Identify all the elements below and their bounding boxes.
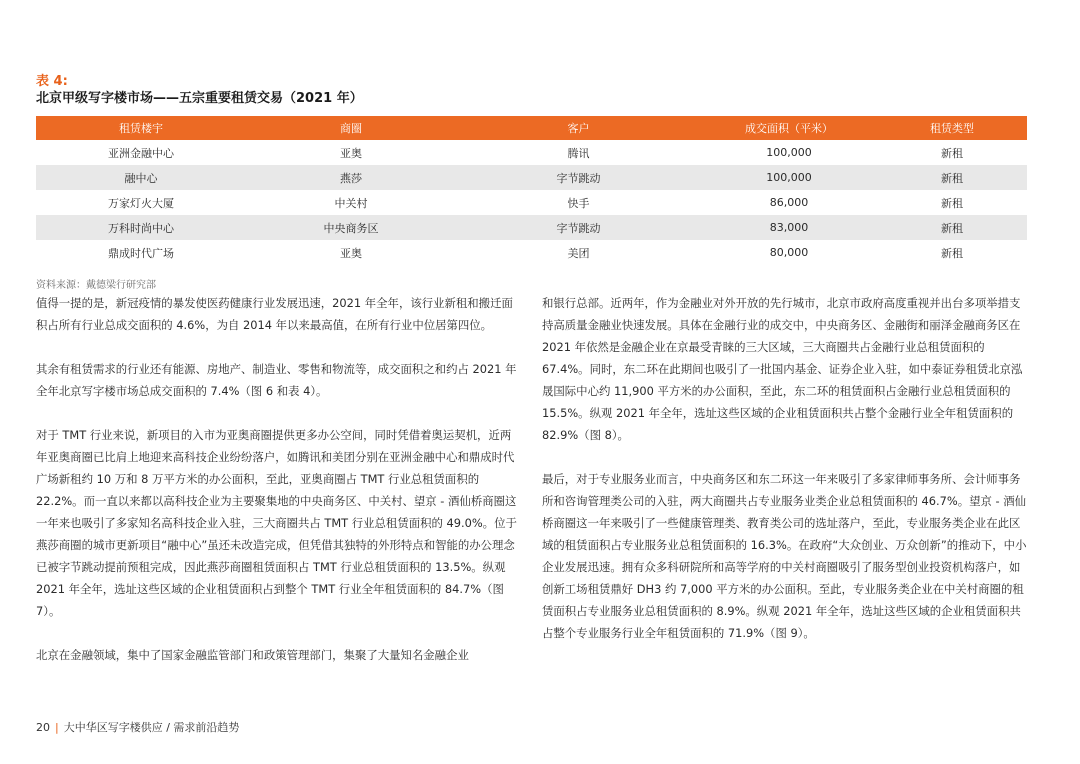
- header-district: 商圈: [246, 116, 456, 140]
- table-header-row: [36, 116, 1027, 140]
- table-row: [36, 240, 1027, 265]
- table-row: [36, 165, 1027, 190]
- cell-lease-type: 新租: [941, 196, 963, 210]
- cell-building: 万家灯火大厦: [108, 196, 174, 210]
- cell-client: 字节跳动: [456, 165, 701, 190]
- cell-area: 100,000: [701, 165, 877, 190]
- header-lease-type: 租赁类型: [877, 116, 1027, 140]
- header-client: 客户: [456, 116, 701, 140]
- cell-district: 燕莎: [246, 165, 456, 190]
- paragraph: 最后，对于专业服务业而言，中央商务区和东二环这一年来吸引了多家律师事务所、会计师事务所和咨询管理类公司的入驻，两大商圈共占专业服务业类企业总租赁面积的 46.7%。望京 - 酒仙桥商圈这一年来吸引了一些健康管理类、教育类公司的选址落户，至此，专业服务类企业在此区域的租赁面积占专业服务业总租赁面积的 16.3%。在政府“大众创业、万众创新”的推动下，中小企业发展迅速。拥有众多科研院所和高等学府的中关村商圈吸引了服务型创业投资机构落户，如创新工场租赁鼎好 DH3 约 7,000 平方米的办公面积。至此，专业服务类企业在中关村商圈的租赁面积占专业服务业总租赁面积的 8.9%。纵观 2021 年全年，选址这些区域的企业租赁面积共占整个专业服务行业全年租赁面积的 71.9%（图 9）。: [542, 472, 1027, 640]
- table-row: [36, 215, 1027, 240]
- paragraph: 北京在金融领域，集中了国家金融监管部门和政策管理部门，集聚了大量知名金融企业: [36, 648, 469, 662]
- page-number: 20: [36, 721, 50, 734]
- paragraph: 对于 TMT 行业来说，新项目的入市为亚奥商圈提供更多办公空间，同时凭借着奥运契机，近两年亚奥商圈已比肩上地迎来高科技企业纷纷落户，如腾讯和美团分别在亚洲金融中心和鼎成时代广场新租约 10 万和 8 万平方米的办公面积，至此，亚奥商圈占 TMT 行业总租赁面积的 22.2%。而一直以来都以高科技企业为主要聚集地的中央商务区、中关村、望京 - 酒仙桥商圈这一年来也吸引了多家知名高科技企业入驻，三大商圈共占 TMT 行业总租赁面积的 49.0%。位于燕莎商圈的城市更新项目“融中心”虽还未改造完成，但凭借其独特的外形特点和智能的办公理念已被字节跳动提前预租完成，因此燕莎商圈租赁面积占 TMT 行业总租赁面积的 13.5%。纵观 2021 年全年，选址这些区域的企业租赁面积占到整个 TMT 行业全年租赁面积的 84.7%（图 7）。: [36, 428, 517, 618]
- lease-transactions-table: [36, 116, 1027, 265]
- cell-district: 中央商务区: [246, 215, 456, 240]
- table-row: [36, 140, 1027, 165]
- footer-separator: |: [55, 721, 59, 734]
- cell-client: 美团: [567, 246, 590, 260]
- table-source-note: 资料来源：戴德梁行研究部: [36, 280, 156, 291]
- cell-building: 鼎成时代广场: [108, 246, 174, 260]
- cell-client: 腾讯: [567, 146, 590, 160]
- cell-district: 中关村: [334, 196, 368, 210]
- cell-building: 融中心: [36, 165, 246, 190]
- cell-district: 亚奥: [340, 146, 362, 160]
- cell-lease-type: 新租: [941, 246, 963, 260]
- cell-lease-type: 新租: [877, 165, 1027, 190]
- cell-area: 83,000: [701, 215, 877, 240]
- paragraph: 其余有租赁需求的行业还有能源、房地产、制造业、零售和物流等，成交面积之和约占 2021 年全年北京写字楼市场总成交面积的 7.4%（图 6 和表 4）。: [36, 362, 517, 398]
- cell-area: 100,000: [766, 146, 812, 159]
- paragraph: 值得一提的是，新冠疫情的暴发使医药健康行业发展迅速，2021 年全年，该行业新租和搬迁面积占所有行业总成交面积的 4.6%，为自 2014 年以来最高值，在所有行业中位居第四位。: [36, 296, 513, 332]
- body-column-left: [36, 292, 522, 688]
- cell-lease-type: 新租: [941, 146, 963, 160]
- cell-building: 万科时尚中心: [36, 215, 246, 240]
- header-building: 租赁楼宇: [36, 116, 246, 140]
- page-footer: [36, 719, 239, 735]
- body-column-right: [542, 292, 1030, 666]
- cell-area: 80,000: [769, 246, 809, 259]
- header-area: 成交面积（平米）: [701, 116, 877, 140]
- cell-client: 快手: [567, 196, 590, 210]
- table-row: [36, 190, 1027, 215]
- table-label: 表 4:: [36, 74, 68, 89]
- cell-area: 86,000: [769, 196, 809, 209]
- cell-district: 亚奥: [340, 246, 362, 260]
- cell-lease-type: 新租: [877, 215, 1027, 240]
- paragraph: 和银行总部。近两年，作为金融业对外开放的先行城市，北京市政府高度重视并出台多项举措支持高质量金融业快速发展。具体在金融行业的成交中，中央商务区、金融街和丽泽金融商务区在 2021 年依然是金融企业在京最受青睐的三大区域，三大商圈共占金融行业总租赁面积的 67.4%。同时，东二环在此期间也吸引了一批国内基金、证券企业入驻，如中泰证券租赁北京泓晟国际中心约 11,900 平方米的办公面积，至此，东二环的租赁面积占金融行业总租赁面积的 15.5%。纵观 2021 年全年，选址这些区域的企业租赁面积共占整个金融行业全年租赁面积的 82.9%（图 8）。: [542, 296, 1023, 442]
- cell-client: 字节跳动: [456, 215, 701, 240]
- cell-building: 亚洲金融中心: [108, 146, 174, 160]
- footer-title: 大中华区写字楼供应 / 需求前沿趋势: [63, 721, 240, 734]
- table-title: 北京甲级写字楼市场——五宗重要租赁交易（2021 年）: [36, 91, 363, 106]
